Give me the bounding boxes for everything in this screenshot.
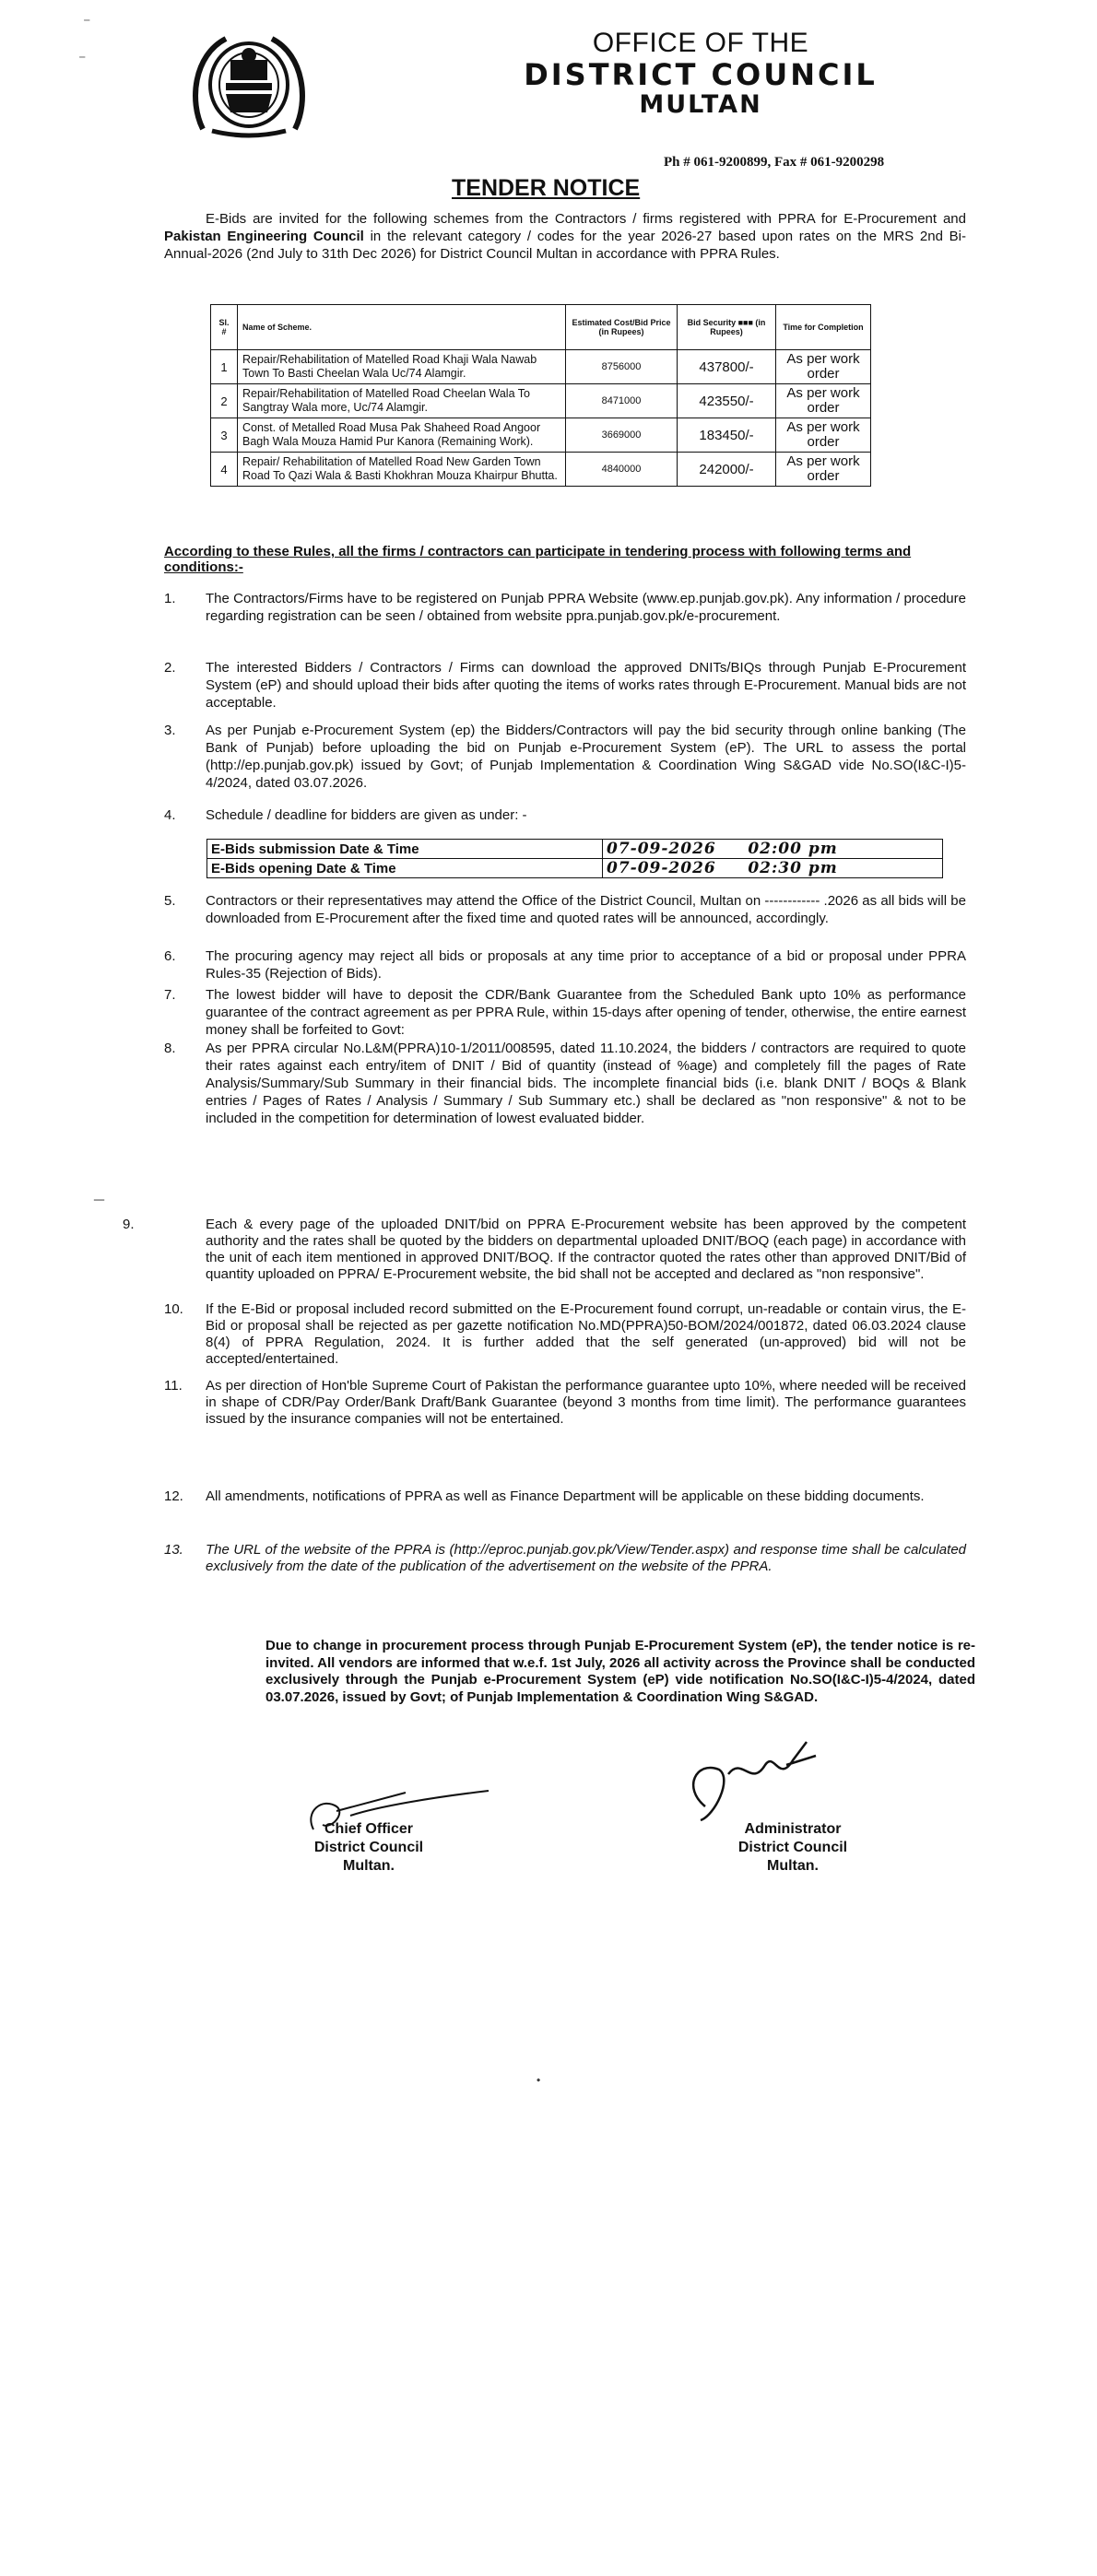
item-text: The URL of the website of the PPRA is (http://eproc.punjab.gov.pk/View/Tender.aspx) and response time shall be calculated exclusively from the date of the publication of the advertisement on the website of the PPRA. <box>206 1542 966 1574</box>
row-cost: 8471000 <box>566 384 678 418</box>
table-row <box>211 350 871 384</box>
condition-item <box>164 1301 966 1368</box>
city-name: MULTAN <box>639 90 762 119</box>
condition-item <box>164 1378 966 1428</box>
row-security: 437800/- <box>678 350 776 384</box>
administrator-signature-block <box>719 1820 867 1876</box>
condition-item <box>164 722 966 792</box>
contact-numbers: Ph # 061-9200899, Fax # 061-9200298 <box>664 155 885 170</box>
scan-mark: ¯ <box>94 1198 105 1218</box>
row-cost: 8756000 <box>566 350 678 384</box>
item-number: 10. <box>164 1301 183 1317</box>
intro-text-2: in the relevant category / codes for the year 2026-27 based upon rates on the MRS 2nd Bi-Annual-2026 (2nd July to 31th Dec 2026) for District Council Multan in accordance with PPRA Rules. <box>164 229 966 262</box>
item-text: The lowest bidder will have to deposit the CDR/Bank Guarantee from the Scheduled Bank upto 10% as performance guarantee of the contract agreement as per PPRA Rule, within 15-days after opening of tender, otherwise, the entire earnest money shall be forfeited to Govt: <box>206 987 966 1038</box>
item-text: As per direction of Hon'ble Supreme Court of Pakistan the performance guarantee upto 10%, where needed will be received in shape of CDR/Pay Order/Bank Draft/Bank Guarantee (beyond 3 months from time limit). The performance guarantees issued by the insurance companies will not be entertained. <box>206 1378 966 1427</box>
condition-item <box>164 1542 966 1575</box>
schedule-date: 07-09-2026 <box>607 859 716 877</box>
condition-item <box>164 892 966 927</box>
row-time: As per work order <box>776 453 871 487</box>
item-number: 6. <box>164 948 176 964</box>
item-text: The procuring agency may reject all bids or proposals at any time prior to acceptance of a bid or proposal under PPRA Rules-35 (Rejection of Bids). <box>206 948 966 982</box>
schedule-time: 02:00 pm <box>748 840 838 858</box>
col-cost: Estimated Cost/Bid Price (in Rupees) <box>566 305 678 350</box>
condition-item <box>123 1217 966 1283</box>
row-name: Const. of Metalled Road Musa Pak Shaheed Road Angoor Bagh Wala Mouza Hamid Pur Kanora (Remaining Work). <box>238 418 566 453</box>
item-number: 9. <box>123 1217 135 1232</box>
item-number: 3. <box>164 723 176 738</box>
row-cost: 3669000 <box>566 418 678 453</box>
condition-item <box>164 1488 966 1505</box>
scan-dot: • <box>537 2074 541 2087</box>
item-text: As per PPRA circular No.L&M(PPRA)10-1/2011/008595, dated 11.10.2024, the bidders / contractors are required to quote their rates against each entry/item of DNIT / Bid of quantity (instead of %age) and completely fill the pages of Rate Analysis/Summary/Sub Summary in their financial bids. The incomplete financial bids (i.e. blank DNIT / BOQs & Blank entries / Pages of Rates / Analysis / Summary / Sub Summary etc.) shall be declared as "non responsive" & not to be included in the competition for determination of lowest evaluated bidder. <box>206 1041 966 1126</box>
schedule-table <box>206 839 943 878</box>
col-time: Time for Completion <box>776 305 871 350</box>
condition-item <box>164 947 966 982</box>
office-line: OFFICE OF THE <box>592 28 809 58</box>
row-security: 423550/- <box>678 384 776 418</box>
district-council-seal-logo <box>184 28 313 143</box>
row-cost: 4840000 <box>566 453 678 487</box>
schedule-date: 07-09-2026 <box>607 840 716 858</box>
signatory-title: Administrator <box>744 1821 842 1837</box>
table-row <box>211 384 871 418</box>
item-text: The interested Bidders / Contractors / Firms can download the approved DNITs/BIQs through Punjab E-Procurement System (eP) and should upload their bids after quoting the items of works rates through E-Procurement. Manual bids are not acceptable. <box>206 660 966 711</box>
row-sr: 2 <box>211 384 238 418</box>
row-time: As per work order <box>776 350 871 384</box>
intro-bold: Pakistan Engineering Council <box>164 229 364 244</box>
table-row <box>211 453 871 487</box>
rules-heading: According to these Rules, all the firms / contractors can participate in tendering process with following terms and conditions:- <box>164 544 912 575</box>
item-text: Each & every page of the uploaded DNIT/bid on PPRA E-Procurement website has been approved by the competent authority and the rates shall be quoted by the bidders on departmental uploaded DNIT/BOQ (each page) in accordance with the unit of each item mentioned in approved DNIT/BOQ. If the contractor quoted the rates other than approved DNIT/Bid of quantity uploaded on PPRA/ E-Procurement website, the bid shall not be accepted and declared as "non responsive". <box>206 1217 966 1282</box>
schedule-value <box>603 859 943 878</box>
item-text: If the E-Bid or proposal included record submitted on the E-Procurement found corrupt, un-readable or contain virus, the E-Bid or proposal shall be rejected as per gazette notification No.MD(PPRA)50-BOM/2024/001872, dated 06.03.2024 clause 8(4) of PPRA Regulation, 2024. It is further added that the self generated (un-approved) bid will not be accepted/entertained. <box>206 1301 966 1367</box>
item-number: 7. <box>164 987 176 1003</box>
item-number: 1. <box>164 591 176 606</box>
item-number: 12. <box>164 1488 183 1504</box>
administrator-signature <box>678 1733 843 1834</box>
condition-item <box>164 590 966 625</box>
scan-mark: ⁻ <box>83 16 91 31</box>
condition-item <box>164 986 966 1039</box>
condition-item <box>164 659 966 712</box>
schemes-table <box>210 304 871 487</box>
signatory-title: Chief Officer <box>324 1821 413 1837</box>
row-name: Repair/ Rehabilitation of Matelled Road New Garden Town Road To Qazi Wala & Basti Khokhran Mouza Khairpur Bhutta. <box>238 453 566 487</box>
signatory-org: District Council <box>313 1840 424 1855</box>
table-header-row <box>211 305 871 350</box>
condition-item <box>164 806 966 824</box>
item-number: 2. <box>164 660 176 676</box>
chief-officer-signature-block <box>295 1820 442 1876</box>
scan-mark: ⁻ <box>78 53 87 68</box>
row-sr: 4 <box>211 453 238 487</box>
item-text: Contractors or their representatives may attend the Office of the District Council, Multan on ------------ .2026 as all bids will be downloaded from E-Procurement after the fixed time and quoted rates will be announced, accordingly. <box>206 893 966 926</box>
item-number: 8. <box>164 1041 176 1056</box>
row-sr: 1 <box>211 350 238 384</box>
council-name: DISTRICT COUNCIL <box>524 57 878 92</box>
item-text: All amendments, notifications of PPRA as well as Finance Department will be applicable on these bidding documents. <box>206 1488 925 1504</box>
condition-item <box>164 1040 966 1127</box>
row-security: 242000/- <box>678 453 776 487</box>
table-row <box>211 418 871 453</box>
row-time: As per work order <box>776 418 871 453</box>
signatory-org: District Council <box>737 1840 848 1855</box>
item-number: 4. <box>164 807 176 823</box>
re-invitation-note: Due to change in procurement process through Punjab E-Procurement System (eP), the tender notice is re-invited. All vendors are informed that w.e.f. 1st July, 2026 all activity across the Province shall be conducted exclusively through the Punjab e-Procurement System (eP) vide notification No.SO(I&C-I)5-4/2024, dated 03.07.2026, issued by Govt; of Punjab Implementation & Coordination Wing S&GAD. <box>265 1638 975 1705</box>
schedule-row <box>207 840 943 859</box>
col-sr: Sl. # <box>211 305 238 350</box>
signatory-city: Multan. <box>767 1858 819 1874</box>
row-security: 183450/- <box>678 418 776 453</box>
col-security: Bid Security ■■■ (in Rupees) <box>678 305 776 350</box>
signatory-city: Multan. <box>343 1858 395 1874</box>
item-text: The Contractors/Firms have to be registered on Punjab PPRA Website (www.ep.punjab.gov.pk). Any information / procedure regarding registration can be seen / obtained from website ppra.punjab.gov.pk/e-procurement. <box>206 591 966 624</box>
intro-paragraph <box>164 210 966 263</box>
intro-text-1: E-Bids are invited for the following schemes from the Contractors / firms registered with PPRA for E-Procurement and <box>206 211 966 227</box>
row-name: Repair/Rehabilitation of Matelled Road Cheelan Wala To Sangtray Wala more, Uc/74 Alamgir. <box>238 384 566 418</box>
tender-notice-title: TENDER NOTICE <box>452 175 641 201</box>
item-text: As per Punjab e-Procurement System (ep) the Bidders/Contractors will pay the bid security through online banking (The Bank of Punjab) before uploading the bid on Punjab e-Procurement System (eP). The URL to assess the portal (http://ep.punjab.gov.pk) issued by Govt; of Punjab Implementation & Coordination Wing S&GAD vide No.SO(I&C-I)5-4/2024, dated 03.07.2026. <box>206 723 966 791</box>
schedule-label: E-Bids opening Date & Time <box>207 859 603 878</box>
item-text: Schedule / deadline for bidders are given as under: - <box>206 807 527 823</box>
item-number: 5. <box>164 893 176 909</box>
row-name: Repair/Rehabilitation of Matelled Road Khaji Wala Nawab Town To Basti Cheelan Wala Uc/74 Alamgir. <box>238 350 566 384</box>
schedule-time: 02:30 pm <box>748 859 838 877</box>
schedule-label: E-Bids submission Date & Time <box>207 840 603 859</box>
schedule-row <box>207 859 943 878</box>
col-name: Name of Scheme. <box>238 305 566 350</box>
schedule-value <box>603 840 943 859</box>
item-number: 13. <box>164 1542 183 1558</box>
row-time: As per work order <box>776 384 871 418</box>
item-number: 11. <box>164 1378 183 1394</box>
row-sr: 3 <box>211 418 238 453</box>
